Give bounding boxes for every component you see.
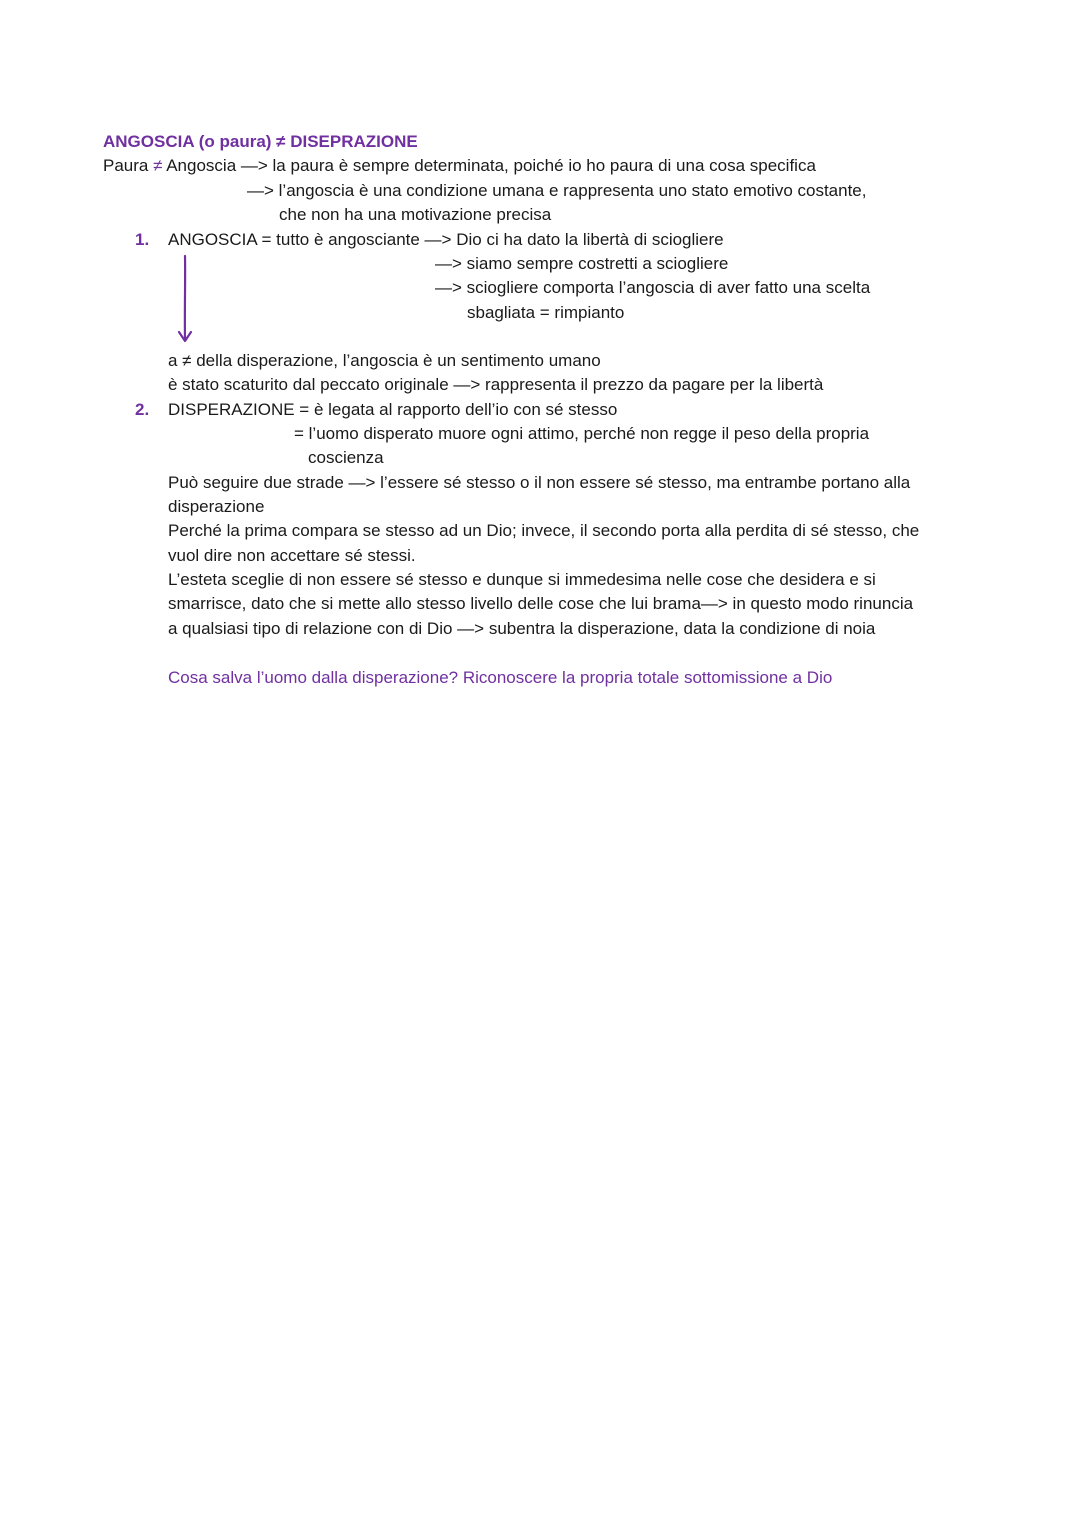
item-2-paragraph-1-line-1: Può seguire due strade —> l’essere sé stesso o il non essere sé stesso, ma entrambe portano alla — [168, 473, 911, 492]
closing-question: Cosa salva l’uomo dalla disperazione? Riconoscere la propria totale sottomissione a Dio — [168, 668, 833, 687]
item-1-line-4: sbagliata = rimpianto — [467, 303, 625, 322]
item-2-paragraph-3-line-2: smarrisce, dato che si mette allo stesso livello delle cose che lui brama—> in questo modo rinuncia — [168, 594, 914, 613]
item-1-after-arrow-1: a ≠ della disperazione, l’angoscia è un sentimento umano — [168, 351, 601, 370]
intro-line-2: —> l’angoscia è una condizione umana e rappresenta uno stato emotivo costante, — [247, 181, 867, 200]
item-2-number: 2. — [135, 400, 150, 419]
item-1-line-1: ANGOSCIA = tutto è angosciante —> Dio ci ha dato la libertà di sciogliere — [168, 230, 724, 249]
item-1-number: 1. — [135, 230, 150, 249]
item-2-line-2: = l’uomo disperato muore ogni attimo, perché non regge il peso della propria — [294, 424, 870, 443]
item-2-paragraph-2-line-2: vuol dire non accettare sé stessi. — [168, 546, 416, 565]
item-1-line-3: —> sciogliere comporta l’angoscia di aver fatto una scelta — [435, 278, 871, 297]
intro-line-1 — [103, 154, 816, 178]
item-2-line-1: DISPERAZIONE = è legata al rapporto dell’io con sé stesso — [168, 400, 618, 419]
not-equal-sign: ≠ — [153, 156, 163, 175]
item-2-paragraph-2-line-1: Perché la prima compara se stesso ad un Dio; invece, il secondo porta alla perdita di sé stesso, che — [168, 521, 920, 540]
item-2-paragraph-1-line-2: disperazione — [168, 497, 265, 516]
intro-line-3: che non ha una motivazione precisa — [279, 205, 552, 224]
document-title: ANGOSCIA (o paura) ≠ DISEPRAZIONE — [103, 132, 418, 151]
intro-lead-a: Paura — [103, 156, 154, 175]
item-1-line-2: —> siamo sempre costretti a sciogliere — [435, 254, 729, 273]
item-2-paragraph-3-line-3: a qualsiasi tipo di relazione con di Dio —> subentra la disperazione, data la condizione di noia — [168, 619, 876, 638]
down-arrow-icon — [176, 254, 196, 346]
item-2-paragraph-3-line-1: L’esteta sceglie di non essere sé stesso e dunque si immedesima nelle cose che desidera e si — [168, 570, 876, 589]
intro-lead-b: Angoscia —> la paura è sempre determinata, poiché io ho paura di una cosa specifica — [162, 156, 816, 175]
item-1-after-arrow-2: è stato scaturito dal peccato originale —> rappresenta il prezzo da pagare per la libertà — [168, 375, 824, 394]
item-2-line-3: coscienza — [308, 448, 384, 467]
